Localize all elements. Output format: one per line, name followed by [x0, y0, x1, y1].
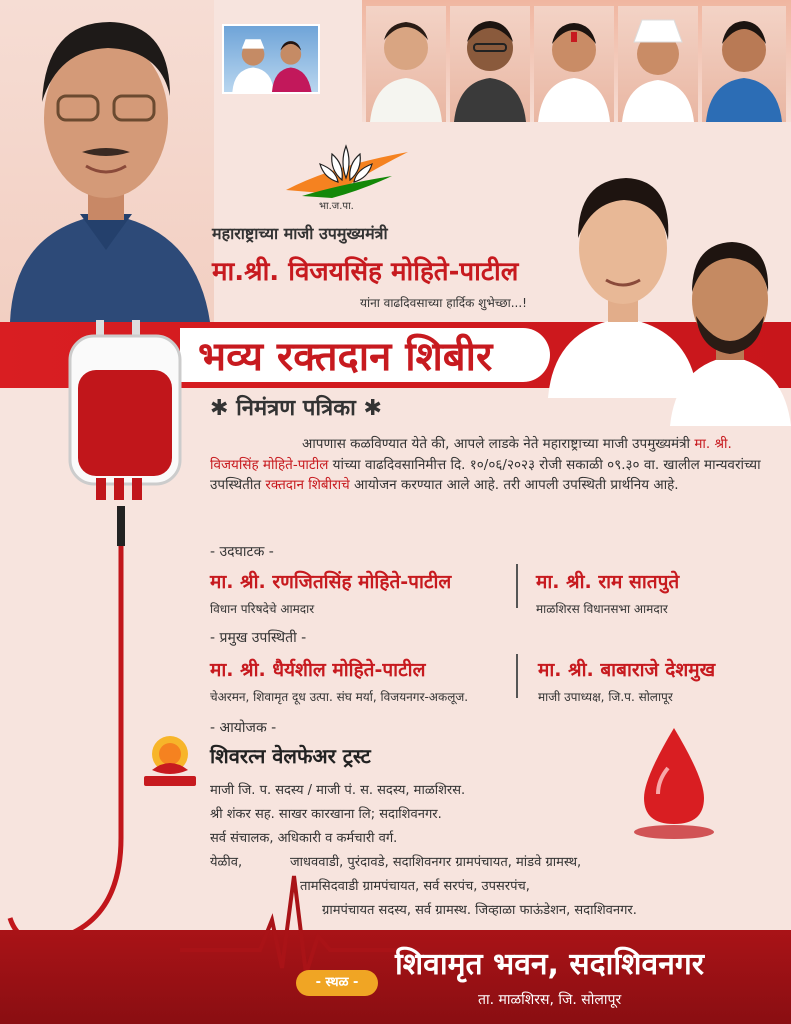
invitation-paragraph	[210, 434, 770, 496]
chief-left-name: मा. श्री. धैर्यशील मोहिते-पाटील	[210, 659, 426, 681]
birthday-wishes: यांना वाढदिवसाच्या हार्दिक शुभेच्छा...!	[360, 296, 527, 310]
venue-address: ता. माळशिरस, जि. सोलापूर	[478, 992, 622, 1008]
blood-bag-illustration	[0, 318, 200, 958]
leader-photo-1	[366, 6, 446, 122]
honoree-portrait	[0, 0, 214, 322]
organizer-line-5: जाधववाडी, पुरंदावडे, सदाशिवनगर ग्रामपंचायत, मांडवे ग्रामस्थ,	[290, 855, 582, 870]
honoree-name: मा.श्री. विजयसिंह मोहिते-पाटील	[212, 257, 519, 287]
leader-photo-4	[618, 6, 698, 122]
organizer-line-7: ग्रामपंचायत सदस्य, सर्व ग्रामस्थ. जिव्हाळा फाऊंडेशन, सदाशिवनगर.	[322, 903, 637, 918]
organizer-line-3: सर्व संचालक, अधिकारी व कर्मचारी वर्ग.	[210, 831, 398, 846]
guest-portrait-2	[670, 226, 791, 426]
parents-photo	[222, 24, 320, 94]
inaugurator-left-name: मा. श्री. रणजितसिंह मोहिते-पाटील	[210, 571, 452, 593]
chief-presence-label: - प्रमुख उपस्थिती -	[210, 630, 307, 646]
heartbeat-line	[180, 870, 420, 980]
organizer-name: शिवरत्न वेलफेअर ट्रस्ट	[210, 744, 371, 768]
chief-right-name: मा. श्री. बाबाराजे देशमुख	[538, 659, 716, 681]
leader-photo-5	[702, 6, 786, 122]
inaugurator-right-name: मा. श्री. राम सातपुते	[536, 571, 680, 593]
inaugurator-label: - उदघाटक -	[210, 544, 274, 560]
venue-name: शिवामृत भवन, सदाशिवनगर	[395, 947, 705, 982]
blood-drop-icon	[628, 724, 718, 844]
leader-photo-2	[450, 6, 530, 122]
organizer-line-1: माजी जि. प. सदस्य / माजी पं. स. सदस्य, माळशिरस.	[210, 783, 466, 798]
paragraph-text-3: आयोजन करण्यात आले आहे. तरी आपली उपस्थिती प्रार्थनिय आहे.	[349, 477, 679, 493]
inaugurator-left-desc: विधान परिषदेचे आमदार	[210, 602, 315, 616]
chief-left-desc: चेअरमन, शिवामृत दूध उत्पा. संघ मर्या, विजयनगर-अकलूज.	[210, 690, 469, 704]
leader-photo-3	[534, 6, 614, 122]
organizer-line-6: तामसिदवाडी ग्रामपंचायत, सर्व सरपंच, उपसरपंच,	[300, 879, 530, 894]
bjp-lotus-logo	[282, 140, 412, 198]
paragraph-text-1: आपणास कळविण्यात येते की, आपले लाडके नेते महाराष्ट्राच्या माजी उपमुख्यमंत्री	[302, 436, 695, 452]
inaugurator-right-desc: माळशिरस विधानसभा आमदार	[536, 602, 668, 616]
party-abbreviation: भा.ज.पा.	[319, 201, 354, 212]
paragraph-highlight-event: रक्तदान शिबीराचे	[265, 477, 350, 493]
invitation-heading: ✱ निमंत्रण पत्रिका ✱	[210, 396, 382, 421]
organizer-label: - आयोजक -	[210, 720, 277, 736]
paragraph-text-2: यांच्या वाढदिवसानिमीत्त दि. १०/०६/२०२३ रोजी सकाळी ०९.३० वा. खालील मान्यवरांच्या उपस्थितीत	[210, 456, 761, 493]
venue-label: - स्थळ -	[296, 970, 378, 996]
paragraph-highlight-name: मा. श्री. विजयसिंह मोहिते-पाटील	[210, 436, 732, 473]
inaugurator-divider	[516, 564, 518, 608]
chief-right-desc: माजी उपाध्यक्ष, जि.प. सोलापूर	[538, 690, 673, 704]
chief-divider	[516, 654, 518, 698]
honoree-designation: महाराष्ट्राच्या माजी उपमुख्यमंत्री	[212, 224, 388, 243]
trust-logo	[138, 726, 202, 790]
event-title: भव्य रक्तदान शिबीर	[198, 334, 493, 380]
organizer-line-2: श्री शंकर सह. साखर कारखाना लि; सदाशिवनगर.	[210, 807, 442, 822]
organizer-line-4: येळीव,	[210, 855, 243, 870]
